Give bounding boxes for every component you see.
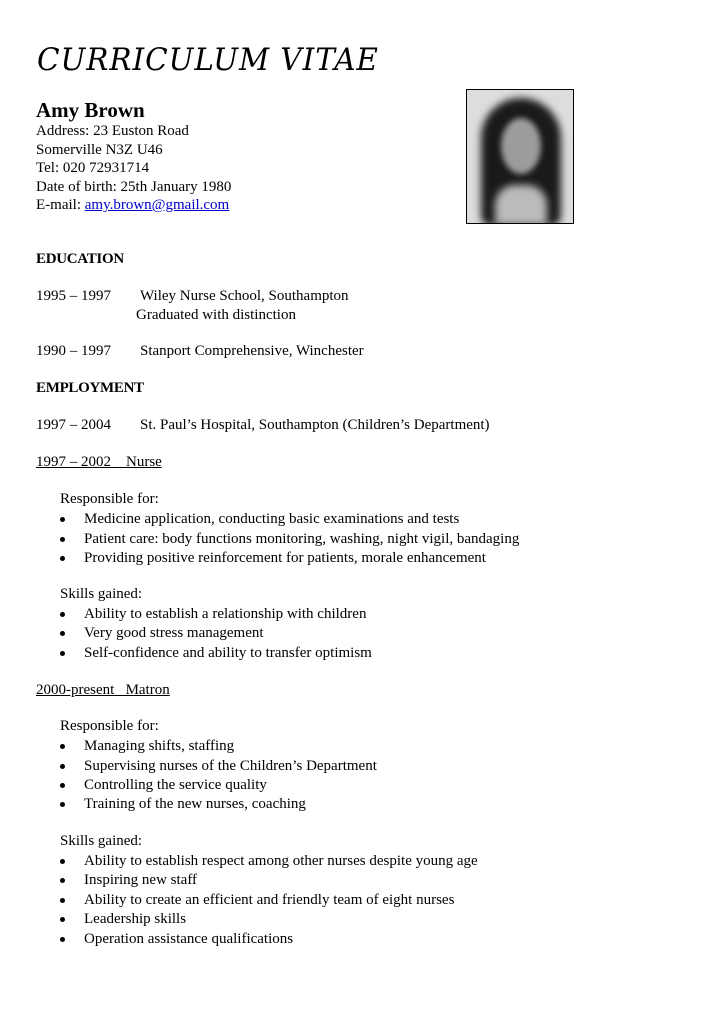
bullet-icon	[60, 802, 65, 807]
telephone: Tel: 020 72931714	[36, 160, 150, 176]
education-place: Stanport Comprehensive, Winchester	[140, 343, 364, 359]
bullet-icon	[60, 631, 65, 636]
bullet-icon	[60, 859, 65, 864]
email-label: E-mail:	[36, 197, 85, 213]
education-place: Wiley Nurse School, Southampton	[140, 288, 349, 304]
bullet-icon	[60, 878, 65, 883]
address-line-1: Address: 23 Euston Road	[36, 123, 189, 139]
profile-photo	[466, 89, 574, 224]
responsibilities-label: Responsible for:	[60, 491, 159, 507]
address-line-2: Somerville N3Z U46	[36, 142, 163, 158]
responsibilities-label: Responsible for:	[60, 718, 159, 734]
skills-label: Skills gained:	[60, 833, 143, 849]
bullet-icon	[60, 898, 65, 903]
employment-place: St. Paul’s Hospital, Southampton (Children’s Department)	[140, 417, 490, 433]
role-heading: 2000-present Matron	[36, 682, 170, 698]
email-row	[36, 196, 229, 214]
bullet-icon	[60, 744, 65, 749]
applicant-name: Amy Brown	[36, 98, 145, 122]
employment-years: 1997 – 2004	[36, 417, 111, 433]
bullet-icon	[60, 937, 65, 942]
bullet-icon	[60, 764, 65, 769]
document-title: CURRICULUM VITAE	[37, 42, 379, 78]
bullet-icon	[60, 517, 65, 522]
bullet-icon	[60, 556, 65, 561]
bullet-icon	[60, 537, 65, 542]
education-years: 1990 – 1997	[36, 343, 111, 359]
role-heading: 1997 – 2002 Nurse	[36, 454, 162, 470]
education-heading: EDUCATION	[36, 251, 124, 267]
skills-label: Skills gained:	[60, 586, 143, 602]
employment-heading: EMPLOYMENT	[36, 380, 144, 396]
education-note: Graduated with distinction	[136, 307, 296, 323]
bullet-icon	[60, 917, 65, 922]
bullet-icon	[60, 651, 65, 656]
date-of-birth: Date of birth: 25th January 1980	[36, 179, 232, 195]
bullet-icon	[60, 612, 65, 617]
email-link[interactable]: amy.brown@gmail.com	[84, 197, 230, 213]
cv-page: CURRICULUM VITAE Amy Brown Address: 23 Euston Road Somerville N3Z U46 Tel: 020 72931714 Date of birth: 25th January 1980 E-mail: amy.brown@gmail.com EDUCATION 1995 – 1997 Wiley Nurse School, Southampton Graduated with distinction 1990 – 1997 Stanport Comprehensive, Winchester EMPLOYMENT 1997 – 2004 St. Paul’s Hospital, Southampton (Children’s Department) 1997 – 2002 Nurse Responsible for: Medicine application, conducting basic examinations and tests Patient care: body functions monitoring, washing, night vigil, bandaging Providing positive reinforcement for patients, morale enhancement Skills gained: Ability to establish a relationship with children Very good stress management Self-confidence and ability to transfer optimism 2000-present Matron Responsible for: Managing shifts, staffing Supervising nurses of the Children’s Department Controlling the service quality Training of the new nurses, coaching Skills gained: Ability to establish respect among other nurses despite young age Inspiring new staff Ability to create an efficient and friendly team of eight nurses Leadership skills Operation assistance qualifications	[0, 0, 710, 1033]
bullet-icon	[60, 783, 65, 788]
education-years: 1995 – 1997	[36, 288, 111, 304]
